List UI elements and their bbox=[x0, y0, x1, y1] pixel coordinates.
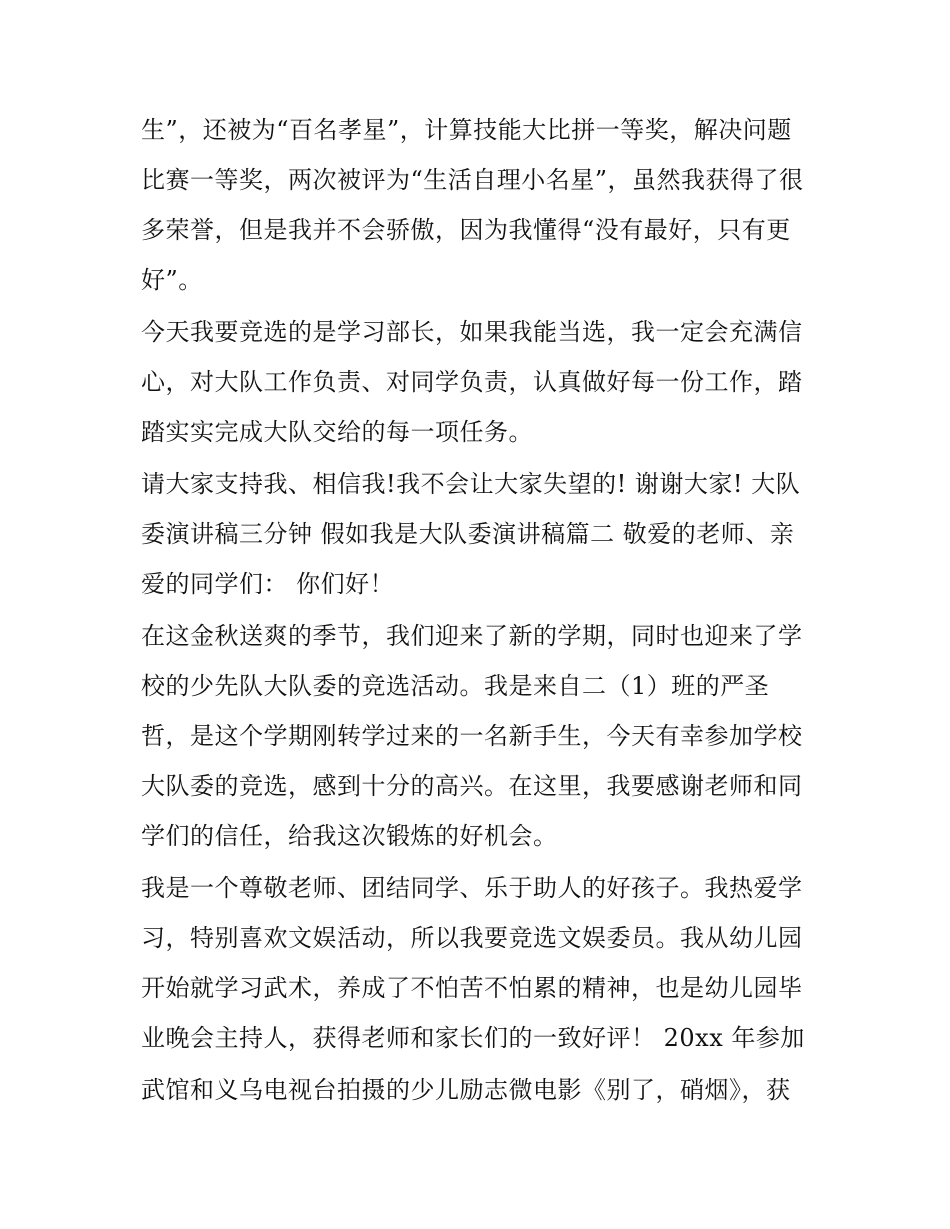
text-line: 在这金秋送爽的季节，我们迎来了新的学期，同时也迎来了学 bbox=[141, 622, 803, 650]
text-line: 请大家支持我、相信我!我不会让大家失望的! 谢谢大家! 大队 bbox=[141, 470, 801, 498]
text-line: 武馆和义乌电视台拍摄的少儿励志微电影《别了，硝烟》，获 bbox=[141, 1076, 791, 1104]
text-line: 今天我要竞选的是学习部长，如果我能当选，我一定会充满信 bbox=[141, 318, 803, 346]
text-line: 大队委的竞选，感到十分的高兴。在这里，我要感谢老师和同 bbox=[141, 772, 803, 800]
text-line: 好”。 bbox=[141, 266, 203, 294]
text-line: 学们的信任，给我这次锻炼的好机会。 bbox=[141, 822, 558, 850]
text-line: 委演讲稿三分钟 假如我是大队委演讲稿篇二 敬爱的老师、亲 bbox=[141, 520, 795, 548]
text-line: 心，对大队工作负责、对同学负责，认真做好每一份工作，踏 bbox=[141, 368, 803, 396]
text-line: 爱的同学们： 你们好！ bbox=[141, 570, 395, 598]
text-line: 我是一个尊敬老师、团结同学、乐于助人的好孩子。我热爱学 bbox=[141, 874, 803, 902]
text-line: 哲，是这个学期刚转学过来的一名新手生，今天有幸参加学校 bbox=[141, 722, 803, 750]
text-line: 开始就学习武术，养成了不怕苦不怕累的精神，也是幼儿园毕 bbox=[141, 974, 803, 1002]
text-line: 习，特别喜欢文娱活动，所以我要竞选文娱委员。我从幼儿园 bbox=[141, 924, 803, 952]
text-line: 比赛一等奖，两次被评为“生活自理小名星”，虽然我获得了很 bbox=[141, 166, 804, 194]
text-line: 踏实实完成大队交给的每一项任务。 bbox=[141, 418, 533, 446]
text-line: 业晚会主持人，获得老师和家长们的一致好评！ 20xx 年参加 bbox=[141, 1024, 805, 1052]
text-line: 校的少先队大队委的竞选活动。我是来自二（1）班的严圣 bbox=[141, 672, 770, 700]
text-line: 生”，还被为“百名孝星”，计算技能大比拼一等奖，解决问题 bbox=[141, 116, 792, 144]
text-line: 多荣誉，但是我并不会骄傲，因为我懂得“没有最好，只有更 bbox=[141, 216, 791, 244]
